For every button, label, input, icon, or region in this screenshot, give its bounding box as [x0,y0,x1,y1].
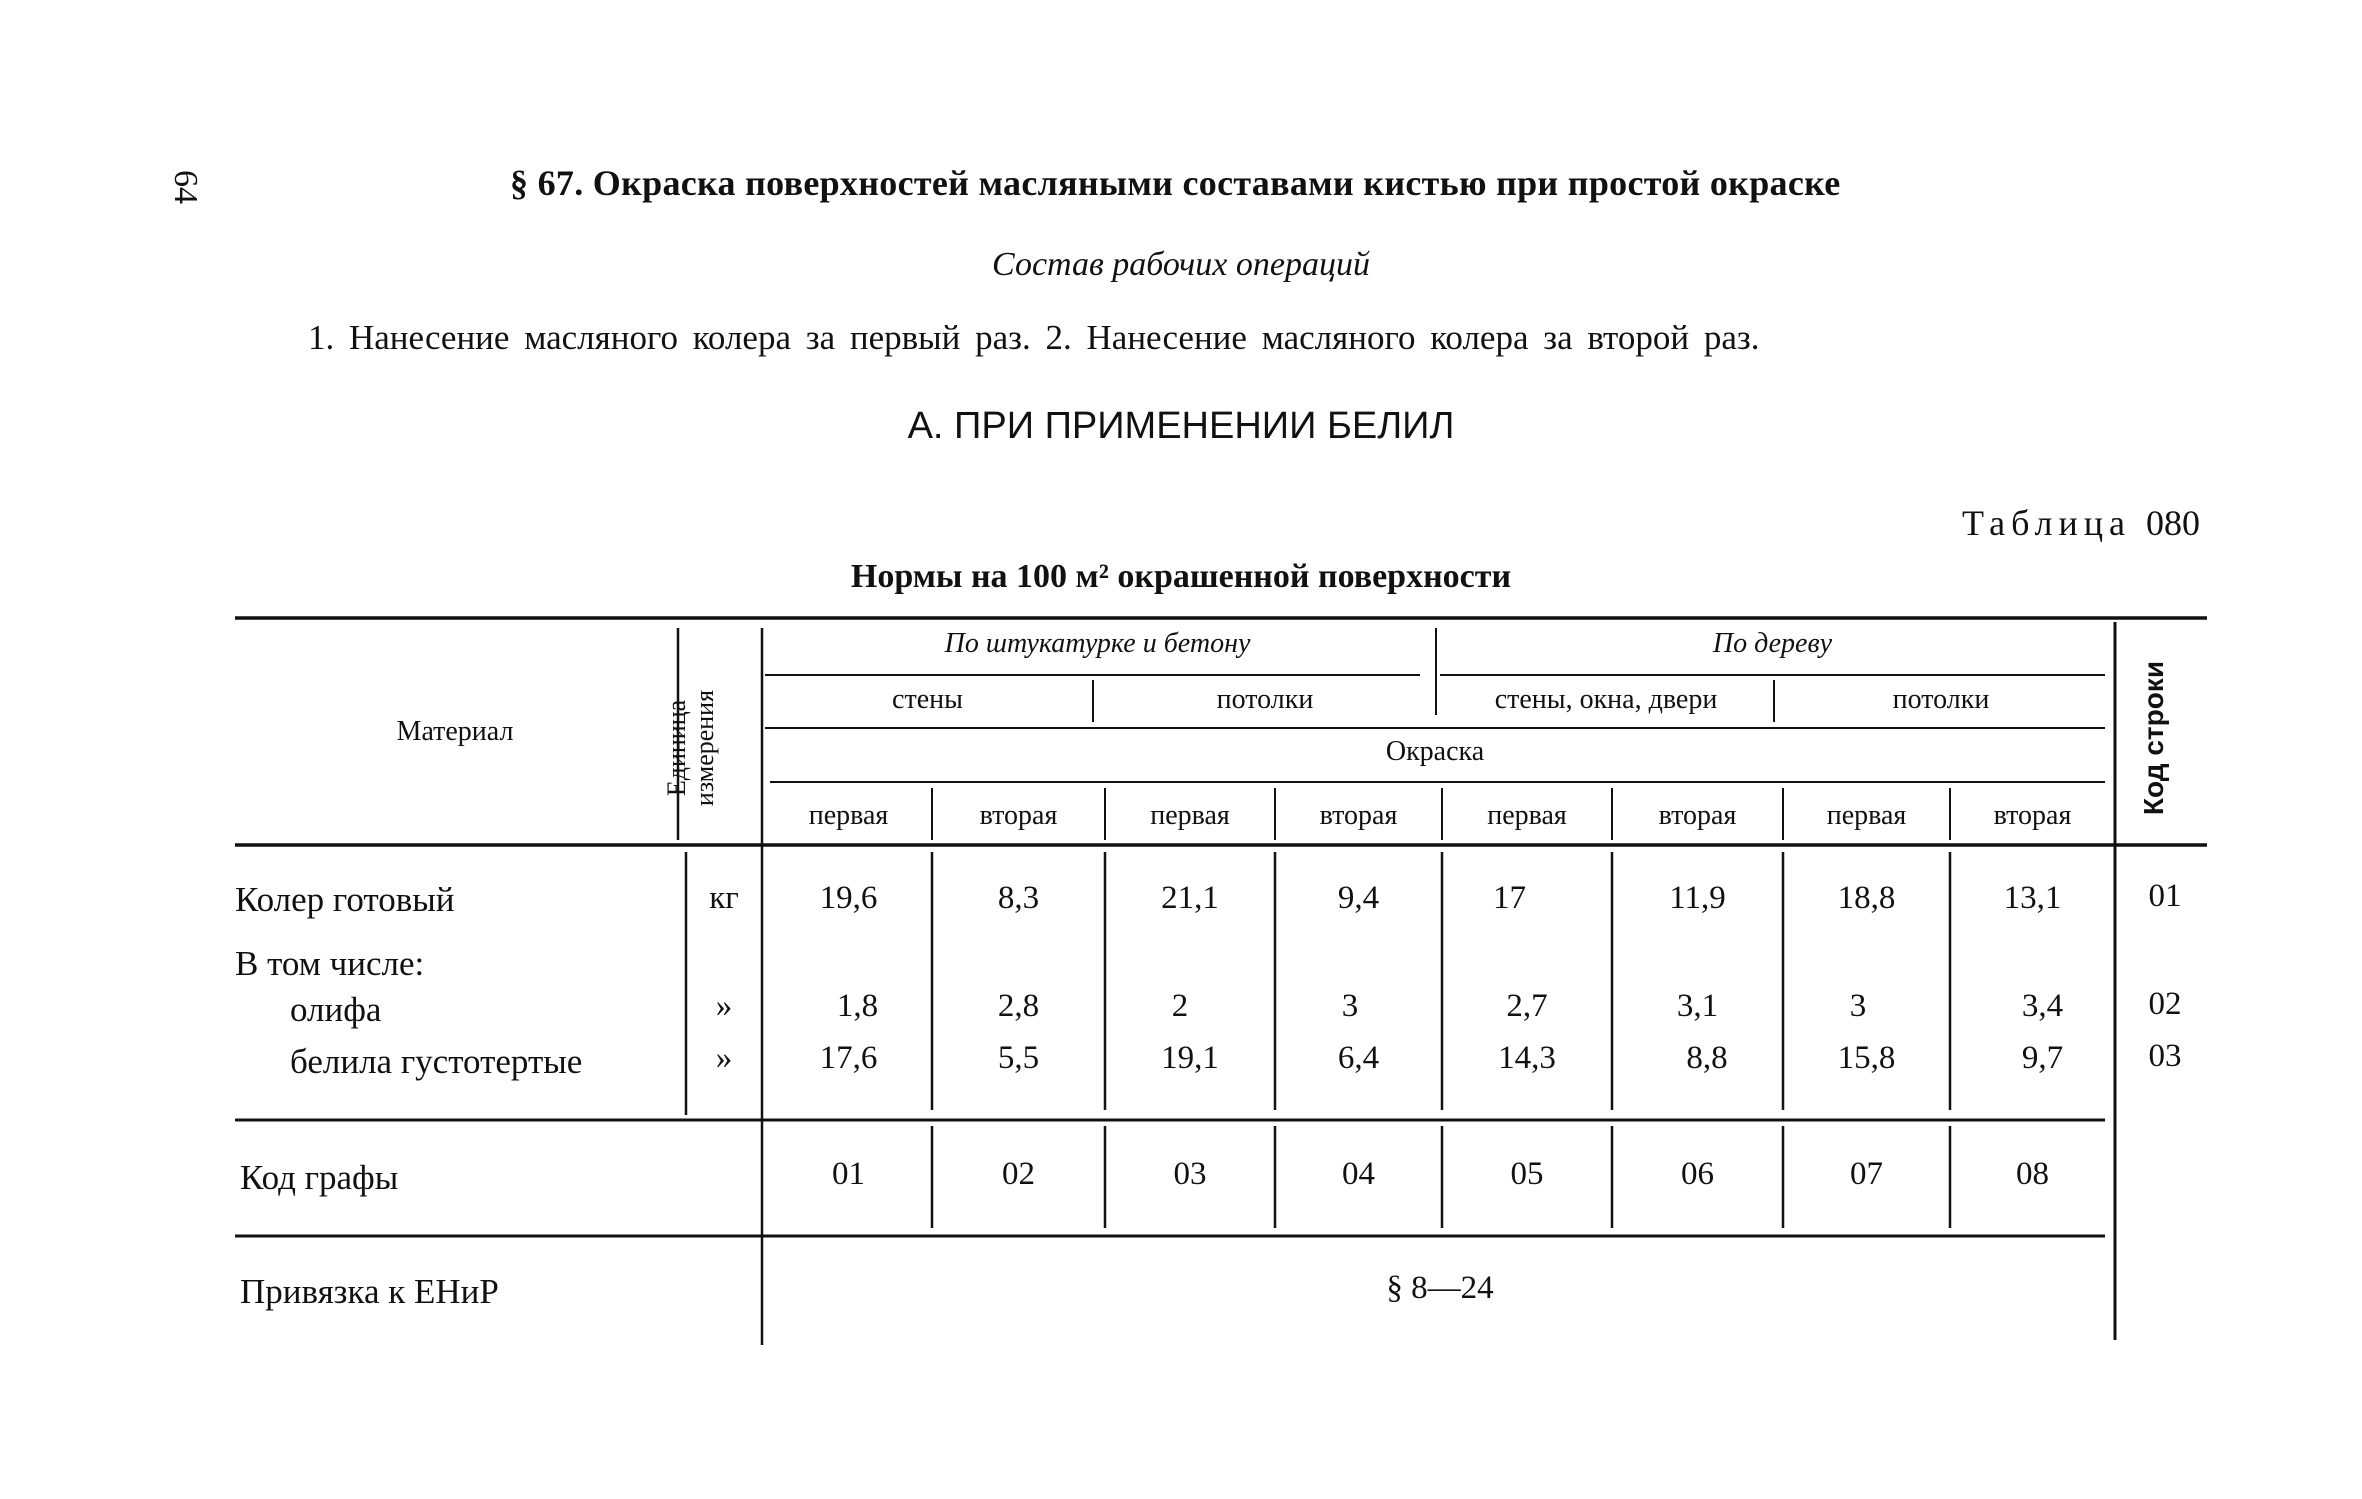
cell-r1-c7: 18,8 [1837,880,1896,916]
cell-r2-c1: 1,8 [836,988,879,1024]
column-code-label: Код графы [240,1158,399,1197]
cell-r3-c8: 9,7 [2021,1040,2064,1076]
cell-r3-c2: 5,5 [997,1040,1040,1076]
page-number: 64 [167,170,204,204]
section-title: А. ПРИ ПРИМЕНЕНИИ БЕЛИЛ [907,405,1455,447]
header-col-2: вторая [979,800,1058,831]
header-sub-walls-windows-doors: стены, окна, двери [1494,684,1718,715]
header-col-5: первая [1487,800,1567,831]
header-col-4: вторая [1319,800,1398,831]
header-col-8: вторая [1993,800,2072,831]
cell-r1-c3: 21,1 [1161,880,1219,916]
header-row-code [2140,658,2180,818]
header-col-3: первая [1150,800,1230,831]
header-col-1: первая [808,800,889,831]
cell-r2-c7: 3 [1849,988,1867,1024]
table-title: Нормы на 100 м² окрашенной поверхности [850,558,1512,595]
header-sub-walls: стены [892,684,963,715]
header-col-6: вторая [1658,800,1737,831]
cell-r3-c3: 19,1 [1161,1040,1219,1076]
header-group-wood: По дереву [1712,628,1833,659]
cell-r1-c5: 17 [1493,880,1526,916]
column-code-03: 03 [1173,1156,1207,1192]
table-label-word: Таблица [1962,503,2131,543]
cell-r2-c3: 2 [1171,988,1189,1024]
header-group-plaster: По штукатурке и бетону [944,628,1251,659]
cell-r3-c1: 17,6 [819,1040,878,1076]
column-code-04: 04 [1342,1156,1375,1192]
binding-value: § 8—24 [1386,1270,1494,1306]
operations-text: 1. Нанесение масляного колера за первый раз. 2. Нанесение масляного колера за второй раз. [308,318,1760,357]
header-col-7: первая [1826,800,1907,831]
header-sub-ceilings-1: потолки [1216,684,1314,715]
row-unit-belila: » [715,1040,733,1076]
cell-r1-c2: 8,3 [997,880,1040,916]
row-name-belila: белила густотертые [290,1042,583,1081]
column-code-05: 05 [1510,1156,1544,1192]
row-unit-olifa: » [715,988,733,1024]
row-code-01: 01 [2148,878,2182,914]
column-code-08: 08 [2016,1156,2049,1192]
header-material: Материал [396,716,514,747]
paragraph-heading: § 67. Окраска поверхностей масляными составами кистью при простой окраске [510,163,1841,203]
cell-r1-c1: 19,6 [819,880,878,916]
header-unit [663,683,723,813]
row-name-koler: Колер готовый [235,880,455,919]
table-number: 080 [2146,503,2200,543]
cell-r3-c5: 14,3 [1498,1040,1556,1076]
cell-r3-c4: 6,4 [1337,1040,1380,1076]
row-name-olifa: олифа [290,990,382,1029]
column-code-01: 01 [832,1156,865,1192]
cell-r1-c4: 9,4 [1337,880,1380,916]
cell-r2-c4: 3 [1341,988,1359,1024]
header-row-code-text: Код строки [2138,660,2169,816]
binding-label: Привязка к ЕНиР [240,1272,499,1311]
cell-r3-c6: 8,8 [1686,1040,1728,1076]
cell-r1-c8: 13,1 [2003,880,2062,916]
row-code-02: 02 [2148,986,2182,1022]
header-painting: Окраска [1385,736,1485,767]
row-name-including: В том числе: [235,944,425,983]
cell-r1-c6: 11,9 [1669,880,1726,916]
cell-r2-c6: 3,1 [1676,988,1719,1024]
row-unit-koler: кг [709,880,739,916]
cell-r2-c8: 3,4 [2021,988,2064,1024]
header-sub-ceilings-2: потолки [1892,684,1990,715]
column-code-06: 06 [1681,1156,1714,1192]
operations-subheading: Состав рабочих операций [992,246,1370,283]
cell-r3-c7: 15,8 [1837,1040,1896,1076]
header-unit-text: Единица измерения [662,689,719,807]
column-code-07: 07 [1850,1156,1883,1192]
cell-r2-c2: 2,8 [997,988,1040,1024]
row-code-03: 03 [2148,1038,2182,1074]
cell-r2-c5: 2,7 [1506,988,1548,1024]
column-code-02: 02 [1002,1156,1035,1192]
